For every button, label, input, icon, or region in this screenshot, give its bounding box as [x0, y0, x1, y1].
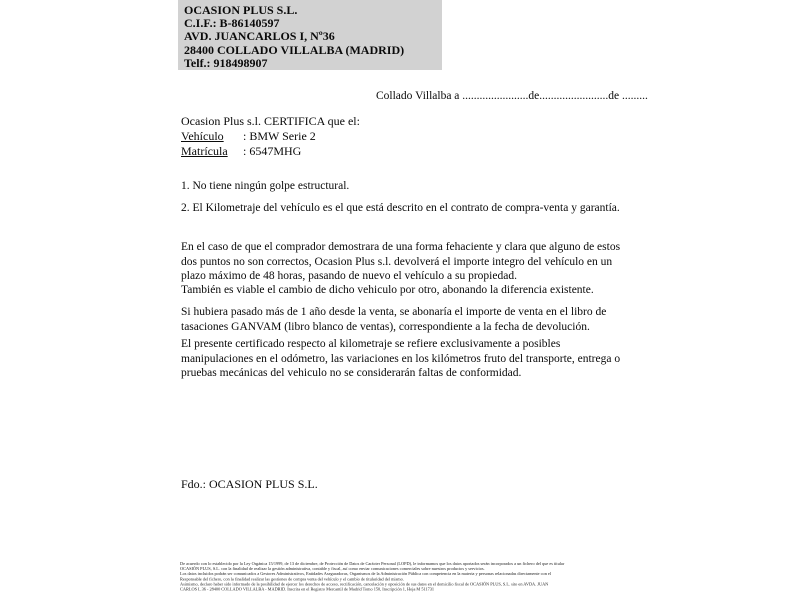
- legal-line: De acuerdo con lo establecido por la Ley Orgánica 15/1999, de 13 de diciembre, de Protección de Datos de Carácter Personal (LOPD), le informamos que los datos aportados serán incorporados a un fichero del que es titular: [180, 561, 565, 566]
- condition-2: 2. El Kilometraje del vehículo es el que está descrito en el contrato de compra-venta y garantía.: [181, 202, 620, 214]
- certifies-intro: Ocasion Plus s.l. CERTIFICA que el:: [181, 114, 360, 128]
- legal-line: Responsable del fichero, con la finalidad realizar las gestiones de compra venta del vehículo y el cambio de titularidad del mismo.: [180, 576, 404, 582]
- refund-paragraph: En el caso de que el comprador demostrara de una forma fehaciente y clara que alguno de estos dos puntos no son correctos, Ocasion Plus s.l. devolverá el importe integro del vehículo en un plazo máximo de 48 horas, pasando de nuevo el vehículo a su propiedad.: [181, 241, 621, 282]
- condition-1: 1. No tiene ningún golpe estructural.: [181, 180, 350, 192]
- legal-line: OCASIÓN PLUS, S.L. con la finalidad de realizar la gestión administrativa, contable y fiscal, así como enviar comunicaciones comerciales sobre nuestros productos y servicios.: [180, 566, 485, 572]
- company-name: OCASION PLUS S.L.: [184, 3, 298, 17]
- legal-line: Asimismo, declaro haber sido informado de la posibilidad de ejercer los derechos de acceso, rectificación, cancelación y oposición de sus datos en el domicilio fiscal de OCASIÓN PLUS, S.L. sito en AVDA. JUAN: [180, 581, 549, 587]
- vehicle-value: : BMW Serie 2: [243, 129, 316, 143]
- plate-value: : 6547MHG: [243, 144, 302, 158]
- ganvam-paragraph: Si hubiera pasado más de 1 año desde la venta, se abonaría el importe de venta en el libro de tasaciones GANVAM (libro blanco de ventas), correspondiente a la fecha de devolución.: [181, 306, 607, 333]
- vehicle-label: Vehículo: [181, 129, 224, 143]
- company-address: AVD. JUANCARLOS I, Nº36: [184, 29, 335, 44]
- legal-line: CARLOS I, 36 - 28400 COLLADO VILLALBA - MADRID. Inscrita en el Registro Mercantil de Madrid Tomo 150, Inscripción 1, Hoja M 511731: [180, 586, 435, 592]
- company-city: 28400 COLLADO VILLALBA (MADRID): [184, 42, 405, 57]
- company-phone: Telf.: 918498907: [184, 55, 268, 70]
- signature-line: Fdo.: OCASION PLUS S.L.: [181, 477, 318, 491]
- company-letterhead: [178, 0, 442, 70]
- date-blank-line: Collado Villalba a .......................de........................de .........: [376, 90, 648, 102]
- exchange-paragraph: También es viable el cambio de dicho vehiculo por otro, abonando la diferencia existente.: [181, 284, 594, 296]
- certificate-block: [181, 114, 360, 159]
- legal-line: Los datos incluidos podrán ser comunicados a Gestores Administrativos, Entidades Aseguradoras, Organismos de la Administración Pública con competencia en la materia y personas relacionadas directamente con el: [180, 571, 552, 577]
- odometer-paragraph: El presente certificado respecto al kilometraje se refiere exclusivamente a posibles manipulaciones en el odómetro, las variaciones en los kilómetros fruto del transporte, entrega o pruebas mecánicas del vehiculo no se considerarán faltas de conformidad.: [181, 338, 621, 379]
- company-cif: C.I.F.: B-86140597: [184, 16, 280, 31]
- legal-notice: [180, 561, 632, 597]
- vehicle-row: [181, 129, 360, 144]
- legal-notice-text: [180, 561, 632, 592]
- plate-row: [181, 144, 360, 159]
- plate-label: Matrícula: [181, 144, 228, 158]
